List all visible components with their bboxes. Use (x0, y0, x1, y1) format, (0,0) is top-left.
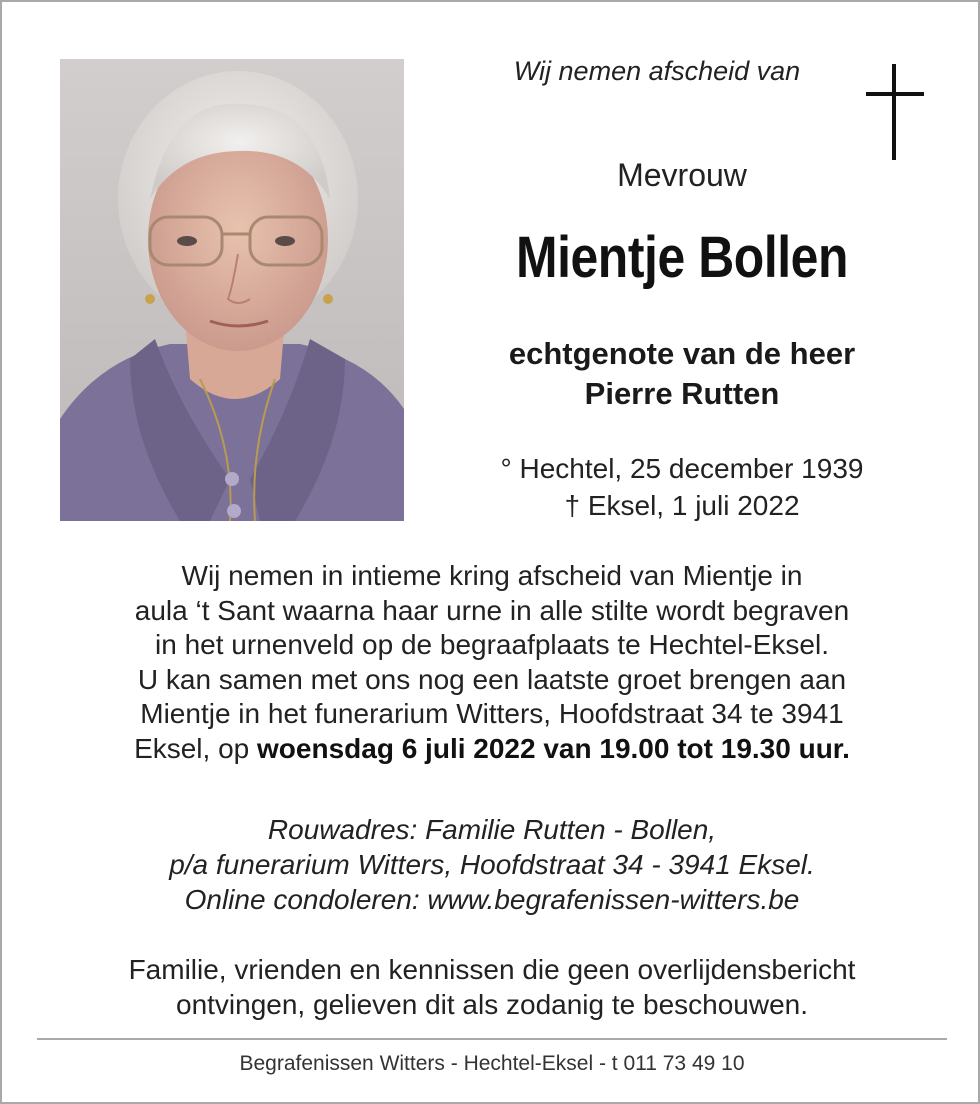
body-line: Wij nemen in intieme kring afscheid van Mientje in (181, 560, 803, 591)
spouse-info (442, 334, 922, 414)
body-line (42, 732, 942, 767)
address-line: Rouwadres: Familie Rutten - Bollen, (267, 814, 717, 845)
spouse-line-1: echtgenote van de heer (508, 336, 856, 371)
family-notice (42, 952, 942, 1022)
online-condolence: Online condoleren: www.begrafenissen-witters.be (184, 884, 800, 915)
deceased-name: Mientje Bollen (515, 225, 849, 290)
ceremony-text (42, 559, 942, 766)
notice-line: ontvingen, gelieven dit als zodanig te beschouwen. (176, 989, 808, 1020)
address-line: p/a funerarium Witters, Hoofdstraat 34 - 3941 Eksel. (169, 849, 815, 880)
honorific: Mevrouw (617, 157, 747, 193)
visitation-time: woensdag 6 juli 2022 van 19.00 tot 19.30 uur. (257, 732, 850, 764)
body-line: U kan samen met ons nog een laatste groet brengen aan (137, 663, 847, 695)
intro-text: Wij nemen afscheid van (513, 56, 801, 86)
notice-line: Familie, vrienden en kennissen die geen overlijdensbericht (128, 954, 856, 985)
spouse-line-2: Pierre Rutten (584, 376, 780, 411)
death-date: Eksel, 1 juli 2022 (587, 490, 800, 521)
mourning-address (42, 812, 942, 917)
body-line: in het urnenveld op de begraafplaats te Hechtel-Eksel. (155, 629, 829, 660)
cross-icon (866, 64, 924, 160)
body-line-prefix: Eksel, op (134, 732, 250, 764)
cross-icon-horizontal (866, 92, 924, 96)
death-cross-icon: † (564, 490, 581, 521)
divider (37, 1038, 947, 1040)
cross-icon-vertical (892, 64, 896, 160)
life-dates (442, 450, 922, 524)
death-date-line (442, 487, 922, 524)
birth-date: ° Hechtel, 25 december 1939 (500, 453, 864, 484)
body-line: Mientje in het funerarium Witters, Hoofdstraat 34 te 3941 (140, 698, 844, 729)
body-line: aula ‘t Sant waarna haar urne in alle stilte wordt begraven (134, 594, 850, 626)
footer-funeral-home: Begrafenissen Witters - Hechtel-Eksel - t 011 73 49 10 (239, 1052, 745, 1075)
portrait-photo (60, 59, 404, 521)
